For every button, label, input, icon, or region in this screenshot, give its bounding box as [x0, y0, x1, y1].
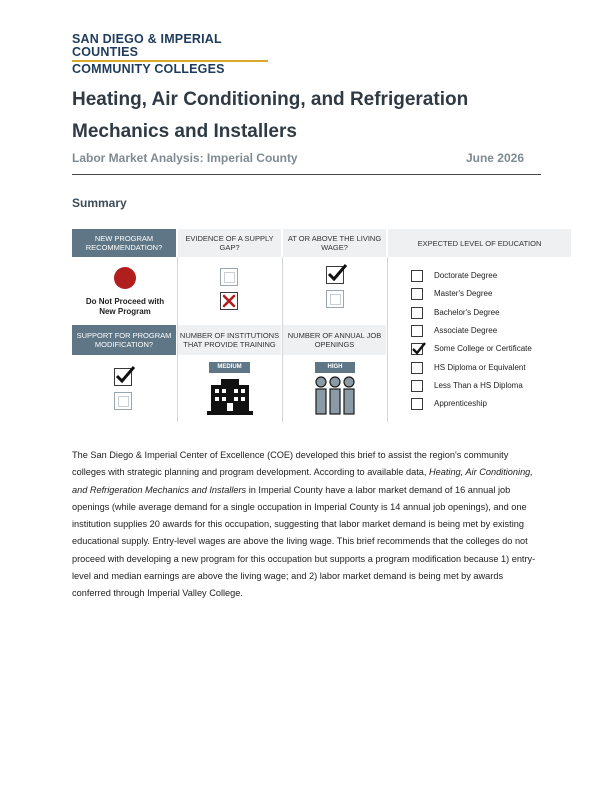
- education-label: Bachelor's Degree: [434, 308, 500, 317]
- occupation-name: Heating, Air Conditioning, and Refrigeration Mechanics and Installers: [72, 467, 533, 495]
- education-checkbox: [411, 288, 423, 300]
- checkmark-icon: [114, 365, 136, 385]
- living-wage-header: AT OR ABOVE THE LIVING WAGE?: [283, 229, 386, 257]
- education-checkbox: [411, 398, 423, 410]
- column-divider: [387, 257, 388, 422]
- education-label: Less Than a HS Diploma: [434, 381, 523, 390]
- checkmark-icon: [326, 263, 348, 283]
- building-icon: [207, 377, 253, 415]
- education-checkbox: [411, 362, 423, 374]
- supply-gap-no-checkbox: [220, 292, 238, 310]
- institutions-header: NUMBER OF INSTITUTIONS THAT PROVIDE TRAINING: [178, 325, 281, 355]
- summary-text-part-1: The San Diego & Imperial Center of Excellence (COE) developed this brief to assist the region's community colleges with strategic planning and program development. According to available data,: [72, 450, 509, 478]
- education-checkbox: [411, 325, 423, 337]
- education-label: Associate Degree: [434, 326, 498, 335]
- logo: [72, 33, 268, 76]
- education-label: Some College or Certificate: [434, 344, 532, 353]
- supply-gap-header: EVIDENCE OF A SUPPLY GAP?: [178, 229, 281, 257]
- education-checkbox: [411, 343, 423, 355]
- summary-text-part-2: in Imperial County have a labor market demand of 16 annual job openings (while average demand for a single occupation in Imperial County is 14 annual job openings), and one institution supplies 20 awards for this occupation, suggesting that labor market demand is being met by existing educational supply. Entry-level wages are above the living wage. This brief recommends that the colleges do not proceed with developing a new program for this occupation but supports a program modification because 1) entry-level and median earnings are above the living wage; and 2) labor market demand is being met by awards conferred through Imperial Valley College.: [72, 484, 536, 599]
- education-checkbox: [411, 307, 423, 319]
- education-checkbox: [411, 380, 423, 392]
- support-yes-checkbox: [114, 368, 132, 386]
- summary-paragraph: [72, 447, 542, 603]
- subtitle: [72, 151, 524, 165]
- education-header: EXPECTED LEVEL OF EDUCATION: [388, 229, 571, 257]
- education-label: Doctorate Degree: [434, 271, 498, 280]
- checkmark-icon: [411, 341, 427, 357]
- recommendation-text: Do Not Proceed with New Program: [85, 297, 165, 316]
- report-date: June 2026: [465, 151, 524, 165]
- recommendation-indicator-icon: [114, 267, 136, 289]
- logo-line-2: COMMUNITY COLLEGES: [72, 62, 225, 76]
- living-wage-no-checkbox: [326, 290, 344, 308]
- support-no-checkbox: [114, 392, 132, 410]
- subtitle-text: Labor Market Analysis: Imperial County: [72, 151, 298, 165]
- living-wage-yes-checkbox: [326, 266, 344, 284]
- openings-header: NUMBER OF ANNUAL JOB OPENINGS: [283, 325, 386, 355]
- support-header: SUPPORT FOR PROGRAM MODIFICATION?: [72, 325, 176, 355]
- people-icon: [315, 376, 355, 416]
- red-x-icon: [221, 293, 237, 309]
- new-program-header: NEW PROGRAM RECOMMENDATION?: [72, 229, 176, 257]
- education-label: Apprenticeship: [434, 399, 487, 408]
- institutions-level-badge: MEDIUM: [209, 362, 250, 373]
- education-label: HS Diploma or Equivalent: [434, 363, 526, 372]
- page-title: Heating, Air Conditioning, and Refrigeration Mechanics and Installers: [72, 89, 469, 142]
- title-divider: [72, 174, 541, 175]
- section-heading: Summary: [72, 196, 127, 210]
- education-label: Master's Degree: [434, 289, 493, 298]
- education-checkbox: [411, 270, 423, 282]
- logo-line-1: SAN DIEGO & IMPERIAL COUNTIES: [72, 33, 268, 62]
- openings-level-badge: HIGH: [315, 362, 355, 373]
- supply-gap-yes-checkbox: [220, 268, 238, 286]
